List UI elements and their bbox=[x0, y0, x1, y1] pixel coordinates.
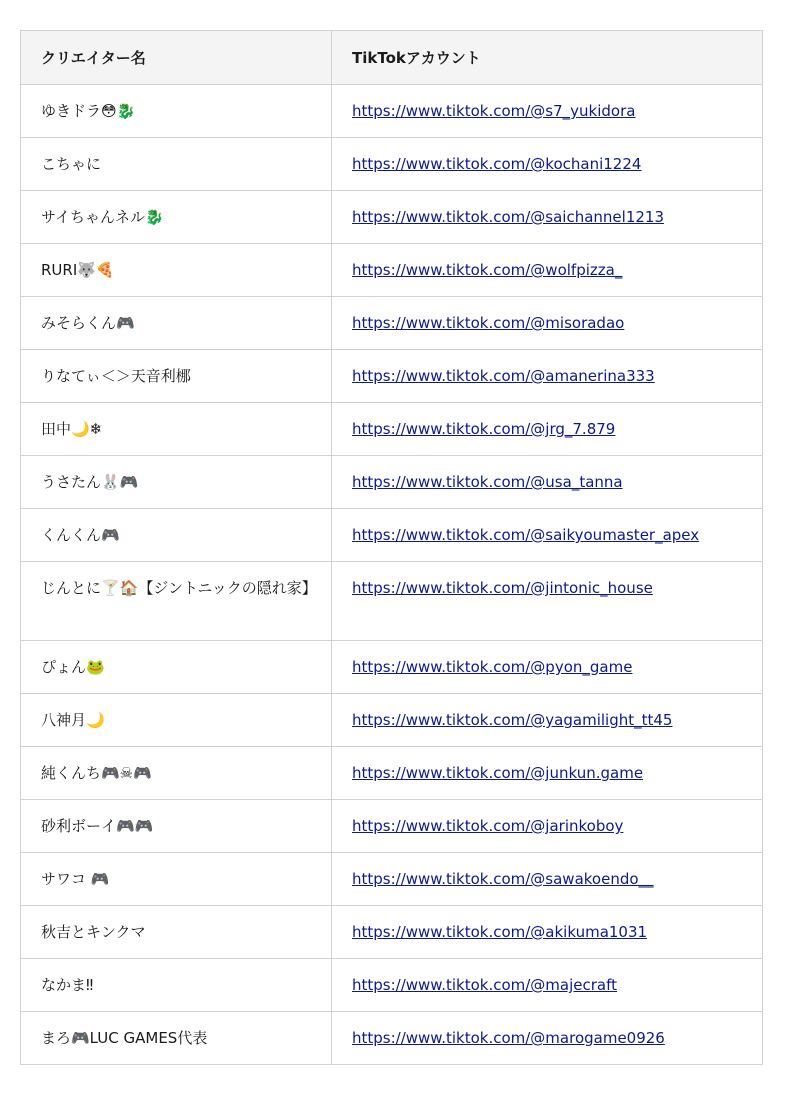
creator-name: まろ🎮LUC GAMES代表 bbox=[21, 1012, 332, 1065]
account-cell bbox=[332, 853, 763, 906]
creator-name: うさたん🐰🎮 bbox=[21, 456, 332, 509]
account-link[interactable]: https://www.tiktok.com/@akikuma1031 bbox=[352, 923, 648, 941]
account-link[interactable]: https://www.tiktok.com/@wolfpizza_ bbox=[352, 261, 623, 279]
table-row bbox=[21, 244, 763, 297]
account-link[interactable]: https://www.tiktok.com/@pyon_game bbox=[352, 658, 633, 676]
table-row bbox=[21, 694, 763, 747]
creator-name: 純くんち🎮☠🎮 bbox=[21, 747, 332, 800]
creator-name: 砂利ボーイ🎮🎮 bbox=[21, 800, 332, 853]
account-link[interactable]: https://www.tiktok.com/@jintonic_house bbox=[352, 579, 653, 597]
account-link[interactable]: https://www.tiktok.com/@amanerina333 bbox=[352, 367, 655, 385]
table-row bbox=[21, 138, 763, 191]
table-row bbox=[21, 906, 763, 959]
table-header bbox=[21, 31, 763, 85]
creators-table bbox=[20, 30, 763, 1065]
account-cell bbox=[332, 641, 763, 694]
table-row bbox=[21, 853, 763, 906]
table-row bbox=[21, 1012, 763, 1065]
creator-name: みそらくん🎮 bbox=[21, 297, 332, 350]
table-row bbox=[21, 191, 763, 244]
account-link[interactable]: https://www.tiktok.com/@misoradao bbox=[352, 314, 625, 332]
account-link[interactable]: https://www.tiktok.com/@kochani1224 bbox=[352, 155, 642, 173]
creator-name: こちゃに bbox=[21, 138, 332, 191]
account-cell bbox=[332, 906, 763, 959]
account-cell bbox=[332, 138, 763, 191]
account-link[interactable]: https://www.tiktok.com/@jarinkoboy bbox=[352, 817, 624, 835]
account-cell bbox=[332, 959, 763, 1012]
creator-name: 八神月🌙 bbox=[21, 694, 332, 747]
table-row bbox=[21, 562, 763, 641]
table-row bbox=[21, 350, 763, 403]
account-cell bbox=[332, 403, 763, 456]
account-link[interactable]: https://www.tiktok.com/@jrg_7.879 bbox=[352, 420, 616, 438]
account-link[interactable]: https://www.tiktok.com/@sawakoendo__ bbox=[352, 870, 654, 888]
creator-name: ぴょん🐸 bbox=[21, 641, 332, 694]
table-row bbox=[21, 509, 763, 562]
account-cell bbox=[332, 509, 763, 562]
table-row bbox=[21, 747, 763, 800]
creator-name: サワコ 🎮 bbox=[21, 853, 332, 906]
table-row bbox=[21, 85, 763, 138]
account-cell bbox=[332, 800, 763, 853]
account-cell bbox=[332, 747, 763, 800]
table-row bbox=[21, 403, 763, 456]
creator-name: くんくん🎮 bbox=[21, 509, 332, 562]
table-row bbox=[21, 800, 763, 853]
creator-name: RURI🐺🍕 bbox=[21, 244, 332, 297]
table-row bbox=[21, 456, 763, 509]
account-cell bbox=[332, 694, 763, 747]
account-cell bbox=[332, 456, 763, 509]
account-link[interactable]: https://www.tiktok.com/@marogame0926 bbox=[352, 1029, 665, 1047]
account-cell bbox=[332, 1012, 763, 1065]
account-link[interactable]: https://www.tiktok.com/@majecraft bbox=[352, 976, 618, 994]
account-link[interactable]: https://www.tiktok.com/@s7_yukidora bbox=[352, 102, 636, 120]
table-row bbox=[21, 641, 763, 694]
header-tiktok-account: TikTokアカウント bbox=[332, 31, 763, 85]
table-row bbox=[21, 959, 763, 1012]
account-cell bbox=[332, 562, 763, 641]
creator-name: 田中🌙❄ bbox=[21, 403, 332, 456]
creator-name: ゆきドラ😳🐉 bbox=[21, 85, 332, 138]
header-row bbox=[21, 31, 763, 85]
account-cell bbox=[332, 297, 763, 350]
header-creator-name: クリエイター名 bbox=[21, 31, 332, 85]
account-link[interactable]: https://www.tiktok.com/@junkun.game bbox=[352, 764, 644, 782]
account-link[interactable]: https://www.tiktok.com/@saikyoumaster_apex bbox=[352, 526, 700, 544]
creator-name: なかま‼ bbox=[21, 959, 332, 1012]
account-link[interactable]: https://www.tiktok.com/@usa_tanna bbox=[352, 473, 623, 491]
creator-name: 秋吉とキンクマ bbox=[21, 906, 332, 959]
account-link[interactable]: https://www.tiktok.com/@yagamilight_tt45 bbox=[352, 711, 673, 729]
table-row bbox=[21, 297, 763, 350]
creator-name: りなてぃ＜＞天音利梛 bbox=[21, 350, 332, 403]
creator-name: じんとに🍸🏠【ジントニックの隠れ家】 bbox=[21, 562, 332, 641]
account-cell bbox=[332, 85, 763, 138]
account-cell bbox=[332, 191, 763, 244]
account-link[interactable]: https://www.tiktok.com/@saichannel1213 bbox=[352, 208, 665, 226]
account-cell bbox=[332, 350, 763, 403]
creator-name: サイちゃんネル🐉 bbox=[21, 191, 332, 244]
table-body bbox=[21, 85, 763, 1065]
account-cell bbox=[332, 244, 763, 297]
